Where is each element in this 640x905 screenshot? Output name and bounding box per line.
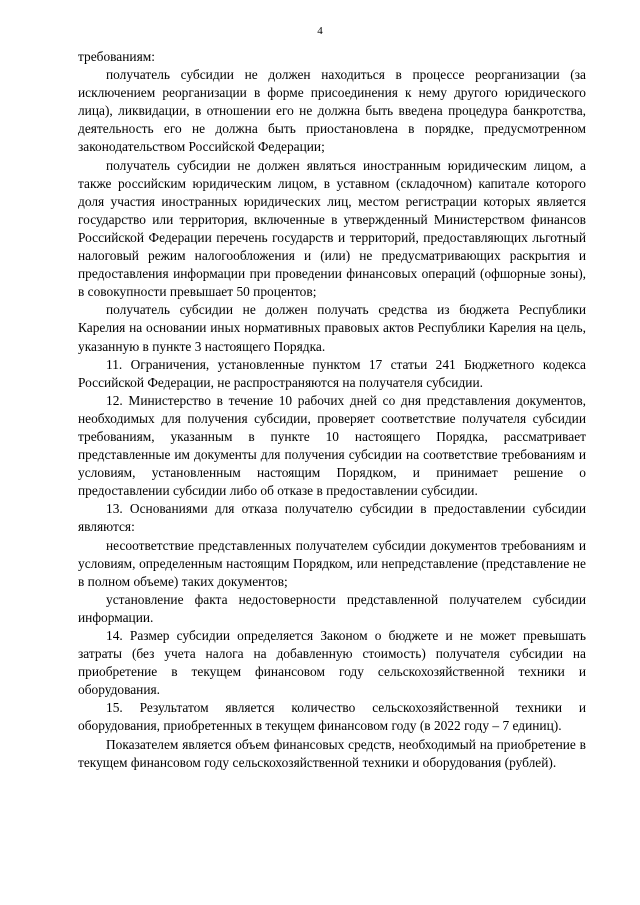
document-body — [78, 48, 586, 772]
paragraph-refusal-ground-documents: несоответствие представленных получателем субсидии документов требованиям и условиям, определенным настоящим Порядком, или непредставление (представление не в полном объеме) таких документов; — [78, 537, 586, 589]
paragraph-item-14: 14. Размер субсидии определяется Законом о бюджете и не может превышать затраты (без учета налога на добавленную стоимость) получателя субсидии на приобретение в текущем финансовом году сельскохозяйственной техники и оборудования. — [78, 628, 586, 698]
paragraph-item-15: 15. Результатом является количество сельскохозяйственной техники и оборудования, приобретенных в текущем финансовом году (в 2022 году – 7 единиц). — [78, 700, 586, 734]
page-number: 4 — [317, 25, 323, 37]
paragraph-item-12: 12. Министерство в течение 10 рабочих дней со дня представления документов, необходимых для получения субсидии, проверяет соответствие получателя субсидии требованиям, указанным в пункте 10 настоящего Порядка, рассматривает представленные им документы для получения субсидии на соответствие требованиям и условиям, установленным настоящим Порядком, и принимает решение о предоставлении субсидии либо об отказе в предоставлении субсидии. — [78, 392, 586, 499]
paragraph-foreign-entity-requirement: получатель субсидии не должен являться иностранным юридическим лицом, а также российским юридическим лицом, в уставном (складочном) капитале которого доля участия иностранных юридических лиц, местом регистрации которых является государство или территория, включенные в утвержденный Министерством финансов Российской Федерации перечень государств и территорий, предоставляющих льготный налоговый режим налогообложения и (или) не предусматривающих раскрытия и предоставления информации при проведении финансовых операций (офшорные зоны), в совокупности превышает 50 процентов; — [78, 157, 586, 300]
paragraph-item-13: 13. Основаниями для отказа получателю субсидии в предоставлении субсидии являются: — [78, 501, 586, 535]
paragraph-continuation: требованиям: — [78, 49, 155, 64]
paragraph-reorganization-requirement: получатель субсидии не должен находиться в процессе реорганизации (за исключением реорганизации в форме присоединения к нему другого юридического лица), ликвидации, в отношении его не должна быть введена процедура банкротства, деятельность его не должна быть приостановлена в порядке, предусмотренном законодательством Российской Федерации; — [78, 67, 586, 155]
paragraph-item-11: 11. Ограничения, установленные пунктом 17 статьи 241 Бюджетного кодекса Российской Федерации, не распространяются на получателя субсидии. — [78, 356, 586, 390]
paragraph-indicator: Показателем является объем финансовых средств, необходимый на приобретение в текущем финансовом году сельскохозяйственной техники и оборудования (рублей). — [78, 736, 586, 770]
paragraph-budget-funds-requirement: получатель субсидии не должен получать средства из бюджета Республики Карелия на основании иных нормативных правовых актов Республики Карелия на цель, указанную в пункте 3 настоящего Порядка. — [78, 302, 586, 354]
paragraph-refusal-ground-information: установление факта недостоверности представленной получателем субсидии информации. — [78, 591, 586, 625]
